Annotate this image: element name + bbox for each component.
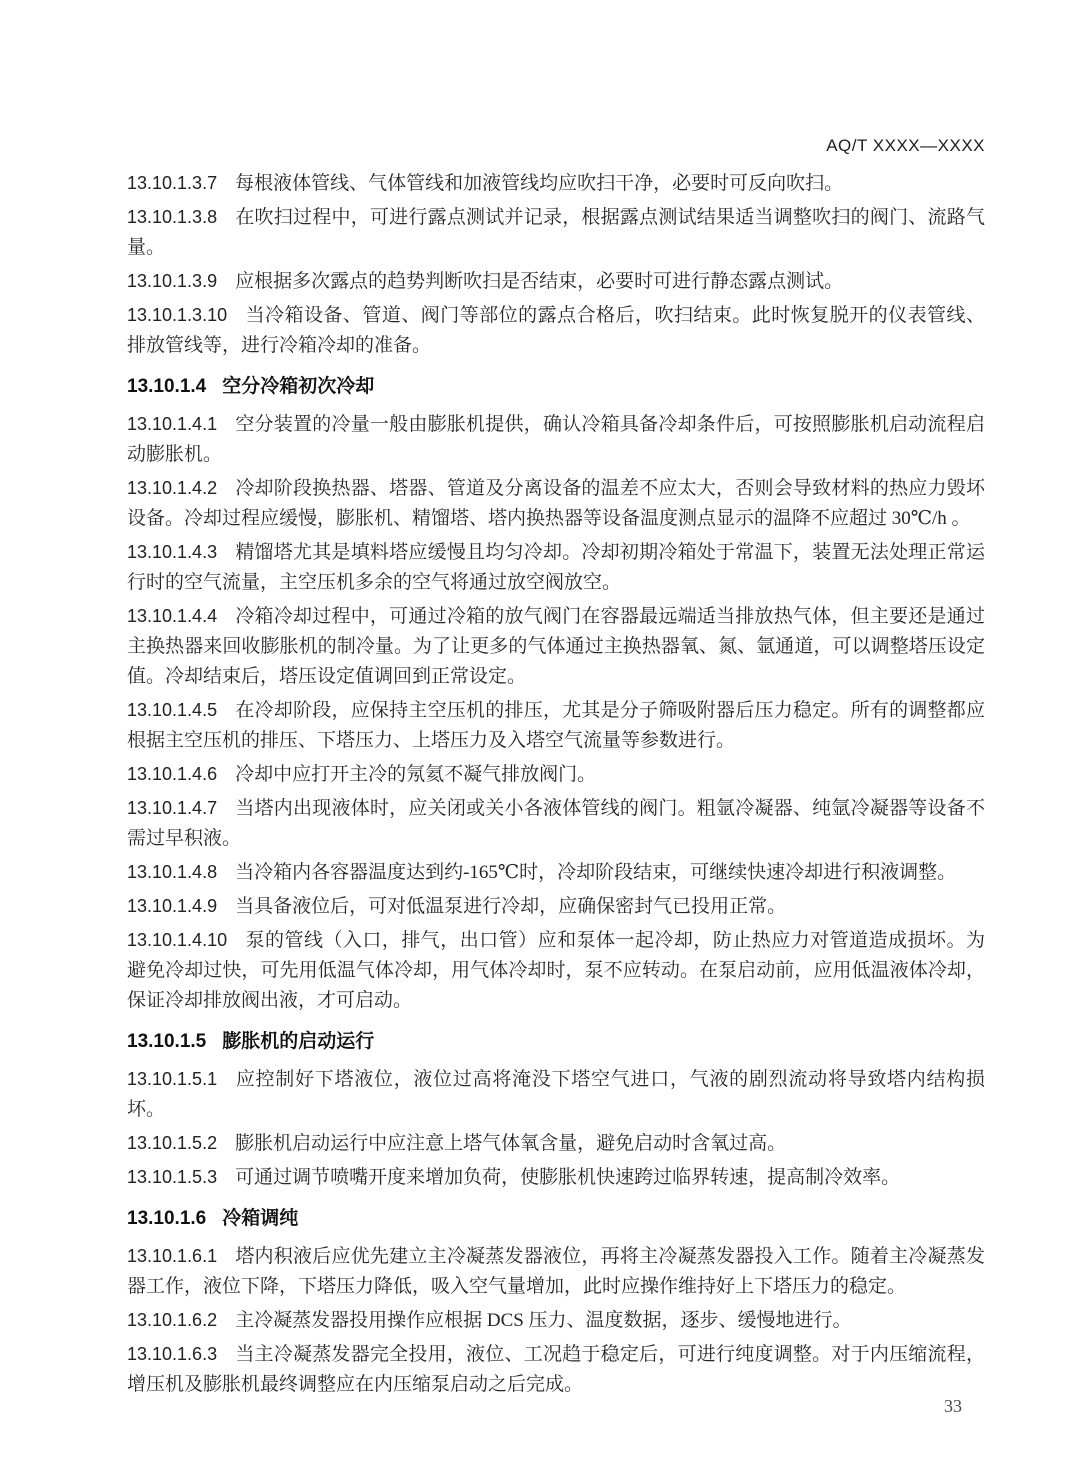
clause <box>127 857 985 888</box>
clause-number: 13.10.1.4.4 <box>127 606 218 626</box>
clause <box>127 1162 985 1193</box>
clause-number: 13.10.1.4.2 <box>127 478 218 498</box>
section-title: 膨胀机的启动运行 <box>222 1031 375 1052</box>
clause-text: 空分装置的冷量一般由膨胀机提供，确认冷箱具备冷却条件后，可按照膨胀机启动流程启动膨胀机。 <box>127 414 985 465</box>
clause-text: 可通过调节喷嘴开度来增加负荷，使膨胀机快速跨过临界转速，提高制冷效率。 <box>235 1167 901 1188</box>
clause-number: 13.10.1.3.7 <box>127 173 218 193</box>
clause-number: 13.10.1.4.7 <box>127 798 218 818</box>
clause-number: 13.10.1.5.2 <box>127 1133 218 1153</box>
clause <box>127 1128 985 1159</box>
clause <box>127 168 985 199</box>
clause <box>127 409 985 470</box>
clause-number: 13.10.1.4.10 <box>127 930 228 950</box>
clause <box>127 1241 985 1302</box>
clause-text: 在吹扫过程中，可进行露点测试并记录，根据露点测试结果适当调整吹扫的阀门、流路气量。 <box>127 207 985 258</box>
clause-number: 13.10.1.3.9 <box>127 271 218 291</box>
section-number: 13.10.1.4 <box>127 376 207 397</box>
clause <box>127 759 985 790</box>
clause-number: 13.10.1.6.1 <box>127 1246 218 1266</box>
clause <box>127 266 985 297</box>
clause-text: 应控制好下塔液位，液位过高将淹没下塔空气进口，气液的剧烈流动将导致塔内结构损坏。 <box>127 1069 985 1120</box>
clause <box>127 473 985 534</box>
clause <box>127 925 985 1016</box>
clause-text: 冷却中应打开主冷的氖氦不凝气排放阀门。 <box>235 764 597 785</box>
clause-text: 泵的管线（入口，排气，出口管）应和泵体一起冷却，防止热应力对管道造成损坏。为避免冷却过快，可先用低温气体冷却，用气体冷却时，泵不应转动。在泵启动前，应用低温液体冷却，保证冷却排放阀出液，才可启动。 <box>127 930 985 1011</box>
section-heading <box>127 1204 985 1234</box>
clause-text: 主冷凝蒸发器投用操作应根据 DCS 压力、温度数据，逐步、缓慢地进行。 <box>235 1310 852 1331</box>
clause-text: 当冷箱设备、管道、阀门等部位的露点合格后，吹扫结束。此时恢复脱开的仪表管线、排放管线等，进行冷箱冷却的准备。 <box>127 305 985 356</box>
clause-text: 应根据多次露点的趋势判断吹扫是否结束，必要时可进行静态露点测试。 <box>235 271 844 292</box>
clause-number: 13.10.1.4.1 <box>127 414 218 434</box>
clause-text: 精馏塔尤其是填料塔应缓慢且均匀冷却。冷却初期冷箱处于常温下，装置无法处理正常运行时的空气流量，主空压机多余的空气将通过放空阀放空。 <box>127 542 985 593</box>
clause <box>127 601 985 692</box>
document-body <box>127 168 985 1403</box>
clause-number: 13.10.1.4.3 <box>127 542 218 562</box>
clause-number: 13.10.1.4.6 <box>127 764 218 784</box>
clause <box>127 1064 985 1125</box>
section-heading <box>127 372 985 402</box>
clause-text: 当具备液位后，可对低温泵进行冷却，应确保密封气已投用正常。 <box>235 896 787 917</box>
clause-number: 13.10.1.6.2 <box>127 1310 218 1330</box>
clause-number: 13.10.1.4.5 <box>127 700 218 720</box>
clause-number: 13.10.1.6.3 <box>127 1344 218 1364</box>
section-title: 冷箱调纯 <box>222 1208 299 1229</box>
clause <box>127 1305 985 1336</box>
clause-text: 冷箱冷却过程中，可通过冷箱的放气阀门在容器最远端适当排放热气体，但主要还是通过主换热器来回收膨胀机的制冷量。为了让更多的气体通过主换热器氧、氮、氩通道，可以调整塔压设定值。冷却结束后，塔压设定值调回到正常设定。 <box>127 606 985 687</box>
clause-number: 13.10.1.5.1 <box>127 1069 218 1089</box>
clause <box>127 891 985 922</box>
clause-text: 膨胀机启动运行中应注意上塔气体氧含量，避免启动时含氧过高。 <box>235 1133 787 1154</box>
clause <box>127 300 985 361</box>
section-title: 空分冷箱初次冷却 <box>222 376 375 397</box>
section-number: 13.10.1.5 <box>127 1031 207 1052</box>
clause <box>127 202 985 263</box>
section-number: 13.10.1.6 <box>127 1208 207 1229</box>
clause <box>127 695 985 756</box>
section-heading <box>127 1027 985 1057</box>
clause-text: 当塔内出现液体时，应关闭或关小各液体管线的阀门。粗氩冷凝器、纯氩冷凝器等设备不需过早积液。 <box>127 798 985 849</box>
clause-text: 当冷箱内各容器温度达到约-165℃时，冷却阶段结束，可继续快速冷却进行积液调整。 <box>235 862 957 883</box>
clause-number: 13.10.1.3.10 <box>127 305 228 325</box>
clause-text: 冷却阶段换热器、塔器、管道及分离设备的温差不应太大，否则会导致材料的热应力毁坏设备。冷却过程应缓慢，膨胀机、精馏塔、塔内换热器等设备温度测点显示的温降不应超过 30℃/h 。 <box>127 478 985 529</box>
clause <box>127 537 985 598</box>
clause-number: 13.10.1.5.3 <box>127 1167 218 1187</box>
clause-text: 当主冷凝蒸发器完全投用，液位、工况趋于稳定后，可进行纯度调整。对于内压缩流程，增压机及膨胀机最终调整应在内压缩泵启动之后完成。 <box>127 1344 985 1395</box>
clause-text: 塔内积液后应优先建立主冷凝蒸发器液位，再将主冷凝蒸发器投入工作。随着主冷凝蒸发器工作，液位下降，下塔压力降低，吸入空气量增加，此时应操作维持好上下塔压力的稳定。 <box>127 1246 985 1297</box>
standard-code: AQ/T XXXX—XXXX <box>826 136 985 155</box>
clause-number: 13.10.1.3.8 <box>127 207 218 227</box>
clause <box>127 1339 985 1400</box>
page-number: 33 <box>944 1396 962 1416</box>
clause <box>127 793 985 854</box>
clause-text: 在冷却阶段，应保持主空压机的排压，尤其是分子筛吸附器后压力稳定。所有的调整都应根据主空压机的排压、下塔压力、上塔压力及入塔空气流量等参数进行。 <box>127 700 985 751</box>
clause-text: 每根液体管线、气体管线和加液管线均应吹扫干净，必要时可反向吹扫。 <box>235 173 844 194</box>
clause-number: 13.10.1.4.9 <box>127 896 218 916</box>
clause-number: 13.10.1.4.8 <box>127 862 218 882</box>
